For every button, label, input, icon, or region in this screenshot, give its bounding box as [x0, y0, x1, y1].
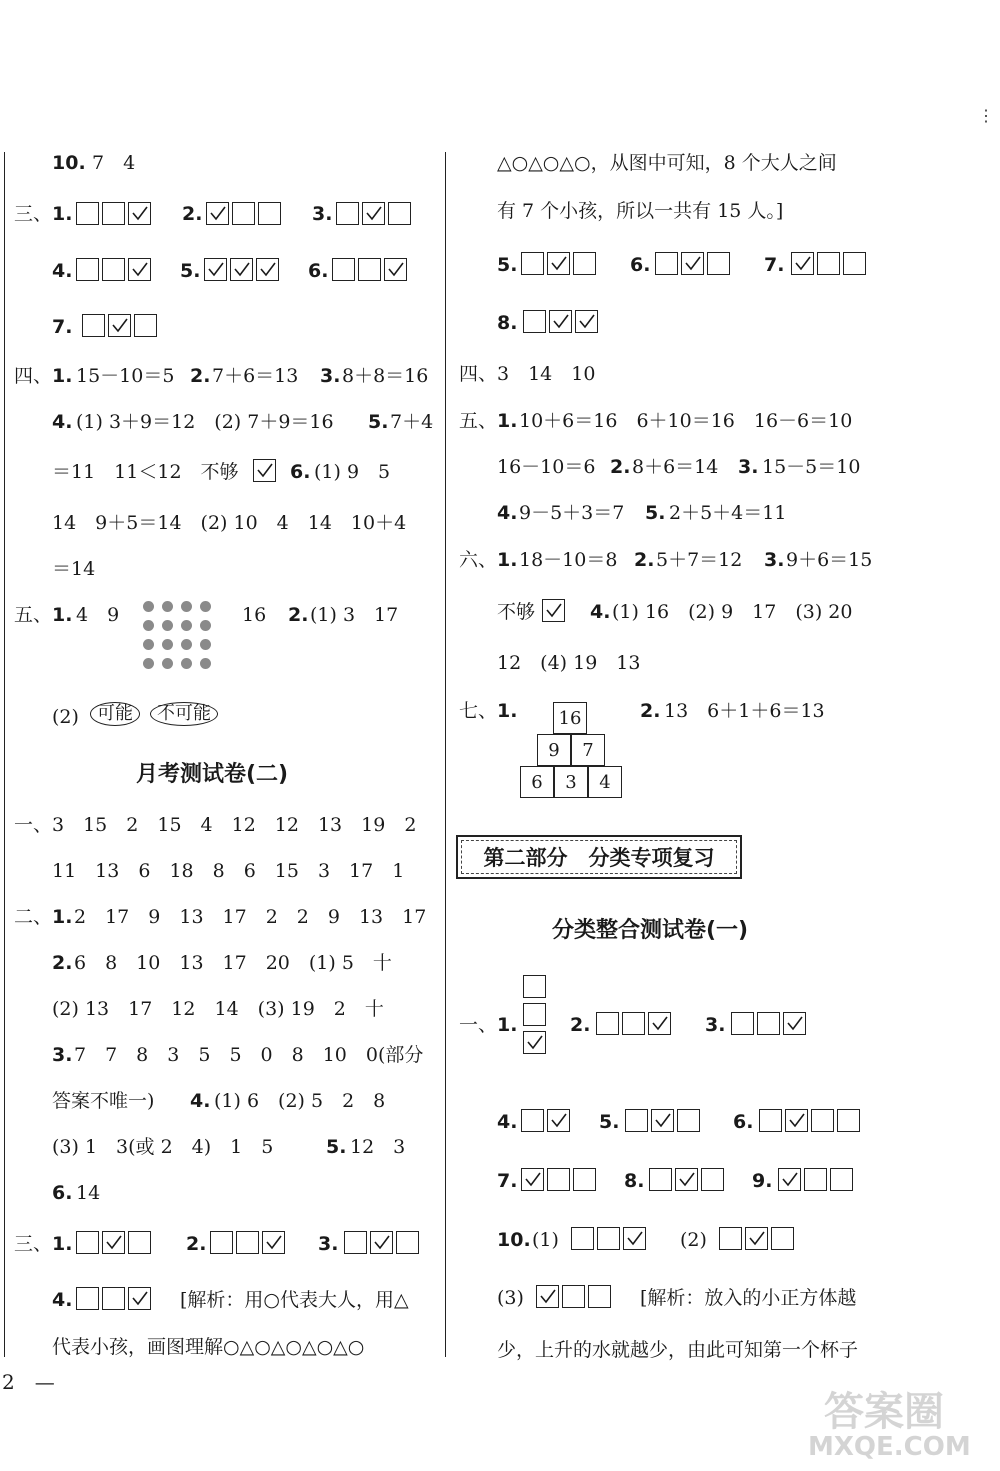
r-s5-l2c: 15－5＝10 — [762, 456, 861, 478]
t3-n2: 2. — [186, 1233, 207, 1255]
checked-box — [128, 258, 151, 281]
r-n5: 5. — [497, 254, 518, 276]
c1-n8: 8. — [624, 1170, 645, 1192]
s4-a5: 7＋4 — [390, 411, 434, 433]
empty-box — [649, 1168, 672, 1191]
r-q8-boxes — [523, 310, 601, 333]
t3-q1-boxes — [76, 1231, 154, 1254]
r-line2: 有 7 个小孩，所以一共有 15 人。] — [497, 200, 784, 222]
t2-line5a: 答案不唯一) — [52, 1090, 155, 1112]
counting-dot — [200, 639, 211, 650]
c1-q4-boxes — [521, 1109, 573, 1132]
r-s6-n3: 3. — [764, 549, 785, 571]
empty-box — [210, 1231, 233, 1254]
t2-line7: 14 — [76, 1182, 101, 1204]
empty-box — [76, 202, 99, 225]
checked-box — [542, 599, 565, 622]
c1-q7-boxes — [521, 1168, 599, 1191]
s4-line5: ＝14 — [52, 558, 96, 580]
s4-n3: 3. — [320, 365, 341, 387]
checked-box — [575, 310, 598, 333]
t2-line2: 6 8 10 13 17 20 (1) 5 十 — [74, 952, 392, 974]
r-s6-l1b: 5＋7＝12 — [656, 549, 743, 571]
t3-n4: 4. — [52, 1289, 73, 1311]
t1-line1: 3 15 2 15 4 12 12 13 19 2 — [52, 814, 417, 836]
s3-q7-boxes — [82, 314, 160, 337]
t3-explain2: 代表小孩，画图理解○△○△○△○△○ — [52, 1336, 365, 1358]
s4-a3: 8＋8＝16 — [342, 365, 429, 387]
empty-box — [388, 202, 411, 225]
c1-q10-2-boxes — [719, 1227, 797, 1250]
c1-p3: (3) — [497, 1287, 524, 1309]
r-s6-enough-box — [542, 599, 568, 622]
checked-box — [370, 1231, 393, 1254]
checked-box — [623, 1227, 646, 1250]
c1-head: 一、 — [459, 1014, 498, 1036]
c1-p2: (2) — [680, 1229, 707, 1251]
t2-n1: 1. — [52, 906, 73, 928]
t2-head: 二、 — [14, 906, 53, 928]
empty-box — [771, 1227, 794, 1250]
dot-grid — [143, 601, 223, 681]
counting-dot — [200, 601, 211, 612]
c1-n9: 9. — [752, 1170, 773, 1192]
empty-box — [521, 1109, 544, 1132]
pyramid-top: 16 — [553, 702, 587, 734]
s5-t1: 4 9 — [76, 604, 120, 626]
s4-line4: 14 9＋5＝14 (2) 10 4 14 10＋4 — [52, 512, 407, 534]
checked-box — [675, 1168, 698, 1191]
checked-box — [108, 314, 131, 337]
s4-a2: 7＋6＝13 — [212, 365, 299, 387]
checked-box — [204, 258, 227, 281]
c1-n7: 7. — [497, 1170, 518, 1192]
s5-n2: 2. — [288, 604, 309, 626]
empty-box — [707, 252, 730, 275]
watermark-logo: 答案圈 — [824, 1389, 944, 1435]
counting-dot — [181, 601, 192, 612]
checked-box — [256, 258, 279, 281]
checked-box — [785, 1109, 808, 1132]
c1-q8-boxes — [649, 1168, 727, 1191]
counting-dot — [162, 658, 173, 669]
empty-box — [547, 1168, 570, 1191]
empty-box — [817, 252, 840, 275]
empty-box — [625, 1109, 648, 1132]
empty-box — [573, 1168, 596, 1191]
empty-box — [677, 1109, 700, 1132]
r-q6-boxes — [655, 252, 733, 275]
empty-box — [811, 1109, 834, 1132]
t3-n1: 1. — [52, 1233, 73, 1255]
t2-n6: 6. — [52, 1182, 73, 1204]
c1-q9-boxes — [778, 1168, 856, 1191]
empty-box — [757, 1012, 780, 1035]
r-s6-n2: 2. — [634, 549, 655, 571]
counting-dot — [143, 639, 154, 650]
checked-box — [547, 1109, 570, 1132]
empty-box — [571, 1227, 594, 1250]
checked-box — [791, 252, 814, 275]
column-divider — [445, 152, 446, 1357]
t1-line2: 11 13 6 18 8 6 15 3 17 1 — [52, 860, 405, 882]
t2-line5b: (1) 6 (2) 5 2 8 — [214, 1090, 386, 1112]
checked-box — [547, 252, 570, 275]
r-s6-l1c: 9＋6＝15 — [786, 549, 873, 571]
checked-box — [778, 1168, 801, 1191]
empty-box — [622, 1012, 645, 1035]
checked-box — [230, 258, 253, 281]
s3-q2-boxes — [206, 202, 284, 225]
r-s5-n2: 2. — [610, 456, 631, 478]
r-s5-l2a: 16－10＝6 — [497, 456, 596, 478]
empty-box — [596, 1012, 619, 1035]
empty-box — [102, 202, 125, 225]
s3-q3-boxes — [336, 202, 414, 225]
page-number: 2 — — [2, 1370, 55, 1394]
empty-box — [336, 202, 359, 225]
counting-dot — [162, 601, 173, 612]
empty-box — [76, 1231, 99, 1254]
s3-q5-boxes — [204, 258, 282, 281]
r-n6: 6. — [630, 254, 651, 276]
s3-n2: 2. — [182, 203, 203, 225]
t2-line6a: (3) 1 3(或 2 4) 1 5 — [52, 1136, 274, 1158]
c1-q1-box-3 — [523, 1031, 546, 1054]
s3-n7: 7. — [52, 316, 73, 338]
t3-n3: 3. — [318, 1233, 339, 1255]
s5-t3: (1) 3 17 — [310, 604, 399, 626]
r-s5-l3a: 9－5＋3＝7 — [519, 502, 625, 524]
s5-n1: 1. — [52, 604, 73, 626]
r-s5-n1: 1. — [497, 410, 518, 432]
t2-n3: 3. — [52, 1044, 73, 1066]
r-s6-head: 六、 — [459, 549, 498, 571]
s3-n5: 5. — [180, 260, 201, 282]
t2-n5: 5. — [326, 1136, 347, 1158]
checked-box — [745, 1227, 768, 1250]
s3-n6: 6. — [308, 260, 329, 282]
t3-q4-boxes — [76, 1287, 154, 1310]
q10-answer: 7 4 — [92, 152, 136, 174]
checked-box — [362, 202, 385, 225]
r-s5-n4: 4. — [497, 502, 518, 524]
c1-n10: 10. — [497, 1229, 531, 1251]
empty-box — [701, 1168, 724, 1191]
t3-q2-boxes — [210, 1231, 288, 1254]
oval-impossible: 不可能 — [150, 702, 218, 726]
counting-dot — [181, 620, 192, 631]
counting-dot — [181, 639, 192, 650]
s3-n3: 3. — [312, 203, 333, 225]
r-s6-n4: 4. — [590, 601, 611, 623]
s5-p2: (2) — [52, 706, 79, 728]
checked-box — [549, 310, 572, 333]
r-s7-n1: 1. — [497, 700, 518, 722]
pyramid-mid-2: 7 — [571, 734, 605, 766]
c1-q3-boxes — [731, 1012, 809, 1035]
left-margin-rule — [4, 152, 5, 1357]
r-s7-t2: 13 6＋1＋6＝13 — [664, 700, 825, 722]
c1-q10-1-boxes — [571, 1227, 649, 1250]
t3-explain1: [解析：用○代表大人，用△ — [180, 1289, 409, 1311]
s4-n5: 5. — [368, 411, 389, 433]
empty-box — [719, 1227, 742, 1250]
checked-box — [102, 1231, 125, 1254]
section3-head: 三、 — [14, 203, 53, 225]
empty-box — [76, 258, 99, 281]
pyramid-bot-3: 4 — [588, 766, 622, 798]
pyramid-mid-1: 9 — [537, 734, 571, 766]
t2-n4: 4. — [190, 1090, 211, 1112]
corner-mark: ⋮ — [978, 106, 994, 125]
s4-n2: 2. — [190, 365, 211, 387]
t2-line6b: 12 3 — [350, 1136, 406, 1158]
section5-head: 五、 — [14, 604, 53, 626]
counting-dot — [143, 620, 154, 631]
t2-n2: 2. — [52, 952, 73, 974]
pyramid-bot-1: 6 — [520, 766, 554, 798]
c1-n5: 5. — [599, 1111, 620, 1133]
counting-dot — [200, 658, 211, 669]
q10-num: 10. — [52, 152, 86, 174]
empty-box — [759, 1109, 782, 1132]
checked-box — [128, 1287, 151, 1310]
counting-dot — [162, 620, 173, 631]
r-s5-head: 五、 — [459, 410, 498, 432]
empty-box — [837, 1109, 860, 1132]
empty-box — [521, 252, 544, 275]
empty-box — [332, 258, 355, 281]
c1-q1-box-2 — [523, 1003, 546, 1026]
s3-q6-boxes — [332, 258, 410, 281]
category-test-1-title: 分类整合测试卷(一) — [552, 918, 749, 943]
c1-n3: 3. — [705, 1014, 726, 1036]
checked-box — [651, 1109, 674, 1132]
r-s4-text: 3 14 10 — [497, 363, 596, 385]
r-s7-n2: 2. — [640, 700, 661, 722]
r-s6-l2b: (1) 16 (2) 9 17 (3) 20 — [612, 601, 853, 623]
t2-line3: (2) 13 17 12 14 (3) 19 2 十 — [52, 998, 384, 1020]
pyramid-bot-2: 3 — [554, 766, 588, 798]
checked-box — [536, 1285, 559, 1308]
c1-n2: 2. — [570, 1014, 591, 1036]
empty-box — [523, 310, 546, 333]
c1-explain1: [解析：放入的小正方体越 — [640, 1287, 857, 1309]
s5-t2: 16 — [242, 604, 267, 626]
t3-q3-boxes — [344, 1231, 422, 1254]
c1-n1: 1. — [497, 1014, 518, 1036]
s4-line3: ＝11 11＜12 不够 — [52, 461, 239, 483]
s4-a6: (1) 9 5 — [314, 461, 391, 483]
r-q5-boxes — [521, 252, 599, 275]
c1-q5-boxes — [625, 1109, 703, 1132]
s3-n1: 1. — [52, 203, 73, 225]
r-n8: 8. — [497, 312, 518, 334]
c1-q2-boxes — [596, 1012, 674, 1035]
empty-box — [655, 252, 678, 275]
watermark-url: MXQE.COM — [808, 1432, 971, 1462]
empty-box — [573, 252, 596, 275]
empty-box — [804, 1168, 827, 1191]
r-s5-l2b: 8＋6＝14 — [632, 456, 719, 478]
c1-q6-boxes — [759, 1109, 863, 1132]
section4-head: 四、 — [14, 365, 53, 387]
c1-q10-3-boxes — [536, 1285, 614, 1308]
counting-dot — [162, 639, 173, 650]
s4-n1: 1. — [52, 365, 73, 387]
c1-n6: 6. — [733, 1111, 754, 1133]
c1-q1-box-1 — [523, 975, 546, 998]
checked-box — [681, 252, 704, 275]
r-s7-head: 七、 — [459, 700, 498, 722]
r-s6-l3: 12 (4) 19 13 — [497, 652, 641, 674]
r-q7-boxes — [791, 252, 869, 275]
empty-box — [236, 1231, 259, 1254]
empty-box — [562, 1285, 585, 1308]
checked-box — [128, 202, 151, 225]
empty-box — [597, 1227, 620, 1250]
t2-line1: 2 17 9 13 17 2 2 9 13 17 — [74, 906, 427, 928]
s4-a1: 15－10＝5 — [76, 365, 175, 387]
r-s5-l3b: 2＋5＋4＝11 — [669, 502, 787, 524]
checked-box — [262, 1231, 285, 1254]
empty-box — [102, 1287, 125, 1310]
empty-box — [102, 258, 125, 281]
s3-n4: 4. — [52, 260, 73, 282]
s4-n6: 6. — [290, 461, 311, 483]
s4-enough-box — [253, 459, 279, 482]
empty-box — [588, 1285, 611, 1308]
r-s5-l1: 10＋6＝16 6＋10＝16 16－6＝10 — [519, 410, 853, 432]
r-s5-n5: 5. — [645, 502, 666, 524]
s5-ovals — [90, 702, 218, 726]
checked-box — [783, 1012, 806, 1035]
s3-q1-boxes — [76, 202, 154, 225]
checked-box — [648, 1012, 671, 1035]
c1-n4: 4. — [497, 1111, 518, 1133]
c1-explain2: 少，上升的水就越少，由此可知第一个杯子 — [497, 1339, 859, 1361]
empty-box — [76, 1287, 99, 1310]
t3-head: 三、 — [14, 1233, 53, 1255]
s4-a4: (1) 3＋9＝12 (2) 7＋9＝16 — [76, 411, 334, 433]
empty-box — [258, 202, 281, 225]
counting-dot — [143, 658, 154, 669]
s4-n4: 4. — [52, 411, 73, 433]
monthly-test-2-title: 月考测试卷(二) — [136, 762, 289, 787]
empty-box — [82, 314, 105, 337]
empty-box — [358, 258, 381, 281]
empty-box — [731, 1012, 754, 1035]
r-n7: 7. — [764, 254, 785, 276]
counting-dot — [143, 601, 154, 612]
empty-box — [232, 202, 255, 225]
t2-line4: 7 7 8 3 5 5 0 8 10 0(部分 — [74, 1044, 424, 1066]
s3-q4-boxes — [76, 258, 154, 281]
oval-possible: 可能 — [90, 702, 140, 726]
r-s6-n1: 1. — [497, 549, 518, 571]
r-s6-l2a: 不够 — [497, 601, 536, 623]
r-s5-n3: 3. — [738, 456, 759, 478]
banner-text: 第二部分 分类专项复习 — [483, 846, 715, 870]
counting-dot — [181, 658, 192, 669]
empty-box — [134, 314, 157, 337]
checked-box — [384, 258, 407, 281]
t1-head: 一、 — [14, 814, 53, 836]
empty-box — [396, 1231, 419, 1254]
r-line1: △○△○△○，从图中可知，8 个大人之间 — [497, 152, 837, 174]
r-s6-l1a: 18－10＝8 — [519, 549, 618, 571]
checked-box — [521, 1168, 544, 1191]
empty-box — [128, 1231, 151, 1254]
checked-box — [206, 202, 229, 225]
r-s4-head: 四、 — [459, 363, 498, 385]
c1-p1: (1) — [532, 1229, 559, 1251]
empty-box — [344, 1231, 367, 1254]
counting-dot — [200, 620, 211, 631]
checked-box — [253, 459, 276, 482]
empty-box — [830, 1168, 853, 1191]
empty-box — [843, 252, 866, 275]
part-two-banner — [456, 835, 742, 879]
